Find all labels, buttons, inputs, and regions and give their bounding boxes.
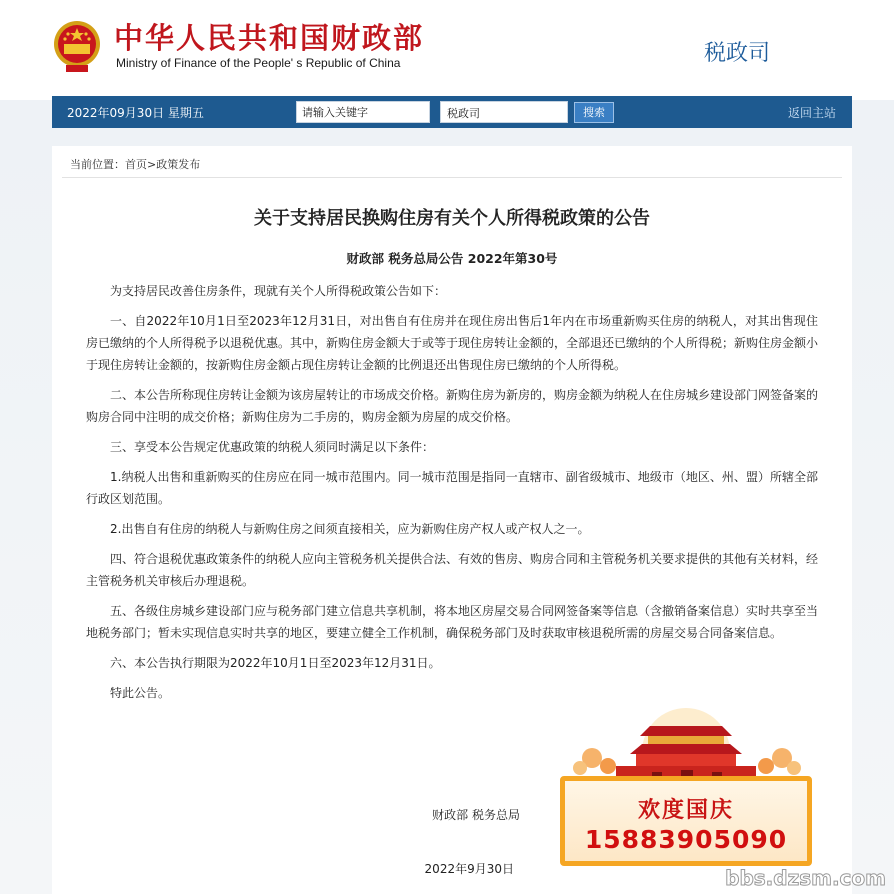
nav-bar (52, 96, 852, 128)
site-header (52, 14, 852, 94)
watermark: bbs.dzsm.com (725, 866, 886, 890)
document-number: 财政部 税务总局公告 2022年第30号 (346, 251, 558, 266)
paragraph: 为支持居民改善住房条件，现就有关个人所得税政策公告如下： (110, 284, 447, 298)
ad-headline: 欢度国庆 (637, 798, 734, 823)
paragraph: 三、享受本公告规定优惠政策的纳税人须同时满足以下条件： (110, 440, 435, 454)
signature-date: 2022年9月30日 (424, 862, 514, 876)
paragraph: 2.出售自有住房的纳税人与新购住房之间须直接相关，应为新购住房产权人或产权人之一。 (110, 522, 590, 536)
paragraph: 特此公告。 (110, 686, 171, 700)
paragraph: 一、自2022年10月1日至2023年12月31日，对出售自有住房并在现住房出售后1年内在市场重新购买住房的纳税人，对其出售现住房已缴纳的个人所得税予以退税优惠。其中，新购住房金额大于或等于现住房转让金额的，全部退还已缴纳的个人所得税；新购住房金额小于现住房转让金额的，按新购住房金额占现住房转让金额的比例退还出售现住房已缴纳的个人所得税。 (86, 314, 819, 372)
breadcrumb[interactable]: 当前位置：首页>政策发布 (70, 158, 201, 171)
paragraph: 六、本公告执行期限为2022年10月1日至2023年12月31日。 (110, 656, 441, 670)
signature: 财政部 税务总局 (432, 808, 520, 822)
ad-phone-number: 15883905090 (584, 825, 788, 854)
paragraph: 二、本公告所称现住房转让金额为该房屋转让的市场成交价格。新购住房为新房的，购房金额为纳税人在住房城乡建设部门网签备案的购房合同中注明的成交价格；新购住房为二手房的，购房金额为房屋的成交价格。 (86, 388, 819, 424)
home-link[interactable]: 返回主站 (787, 106, 836, 120)
article-title: 关于支持居民换购住房有关个人所得税政策的公告 (254, 208, 650, 229)
search-button[interactable]: 搜索 (574, 102, 614, 123)
paragraph: 四、符合退税优惠政策条件的纳税人应向主管税务机关提供合法、有效的售房、购房合同和主管税务机关要求提供的其他有关材料，经主管税务机关审核后办理退税。 (86, 552, 819, 588)
divider (62, 177, 842, 178)
site-subtitle: Ministry of Finance of the People' s Republic of China (116, 56, 401, 70)
national-day-ad[interactable] (556, 706, 818, 866)
ad-card[interactable] (560, 776, 812, 866)
search-scope-select[interactable]: 税政司 (440, 101, 568, 123)
site-title: 中华人民共和国财政部 (114, 21, 425, 55)
paragraph: 1.纳税人出售和重新购买的住房应在同一城市范围内。同一城市范围是指同一直辖市、副省级城市、地级市（地区、州、盟）所辖全部行政区划范围。 (86, 470, 818, 506)
national-emblem-icon (52, 18, 102, 74)
department-name: 税政司 (703, 41, 770, 66)
search-input[interactable]: 请输入关键字 (296, 101, 430, 123)
article-body (86, 280, 818, 712)
nav-date: 2022年09月30日 星期五 (67, 106, 204, 120)
paragraph: 五、各级住房城乡建设部门应与税务部门建立信息共享机制，将本地区房屋交易合同网签备案等信息（含撤销备案信息）实时共享至当地税务部门；暂未实现信息实时共享的地区，要建立健全工作机制，确保税务部门及时获取审核退税所需的房屋交易合同备案信息。 (86, 604, 819, 640)
